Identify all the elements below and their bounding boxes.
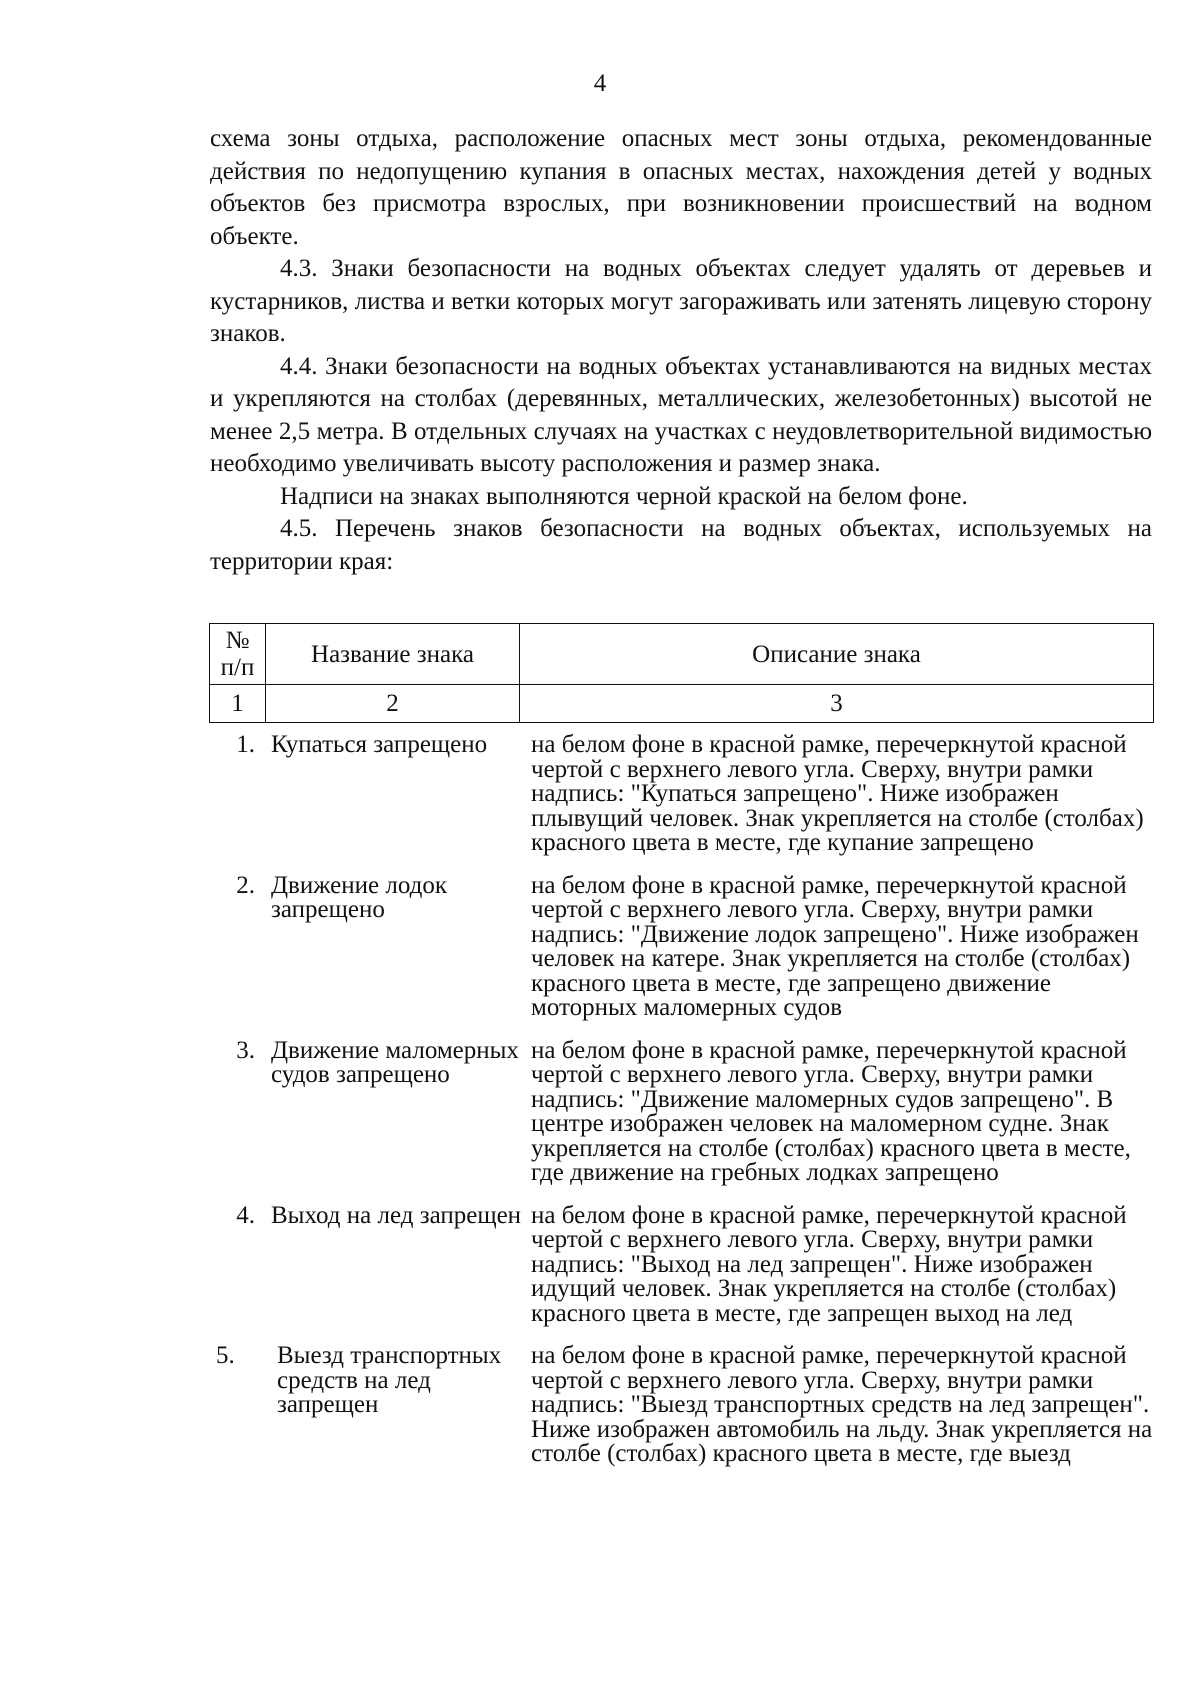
- paragraph-inscriptions: Надписи на знаках выполняются черной краской на белом фоне.: [280, 482, 968, 510]
- paragraph-4-4: 4.4. Знаки безопасности на водных объектах устанавливаются на видных местах и укрепляются на столбах (деревянных, металлических, железобетонных) высотой не менее 2,5 метра. В отдельных случаях на участках с неудовлетворительной видимостью необходимо увеличивать высоту расположения и размер знака.: [210, 352, 1152, 477]
- column-number-3: 3: [520, 685, 1154, 723]
- table-row: [209, 1036, 1153, 1186]
- header-num-symbol: №: [225, 627, 250, 654]
- column-numbers-row: [210, 685, 1154, 723]
- sign-description: на белом фоне в красной рамке, перечеркнутой красной чертой с верхнего левого угла. Сверху, внутри рамки надпись: "Движение маломерных судов запрещено". В центре изображен человек на маломерном судне. Знак укрепляется на столбе (столбах) красного цвета в месте, где движение на гребных лодках запрещено: [531, 1036, 1131, 1186]
- paragraph-intro: схема зоны отдыха, расположение опасных мест зоны отдыха, рекомендованные действия по недопущению купания в опасных местах, нахождения детей у водных объектов без присмотра взрослых, при возникновении происшествий на водном объекте.: [210, 125, 1152, 250]
- paragraph-4-5: 4.5. Перечень знаков безопасности на водных объектах, используемых на территории края:: [210, 515, 1152, 575]
- header-num: [210, 624, 266, 685]
- paragraph-4-3: 4.3. Знаки безопасности на водных объектах следует удалять от деревьев и кустарников, листва и ветки которых могут загораживать или затенять лицевую сторону знаков.: [210, 255, 1152, 347]
- sign-description: на белом фоне в красной рамке, перечеркнутой красной чертой с верхнего левого угла. Сверху, внутри рамки надпись: "Выход на лед запрещен". Ниже изображен идущий человек. Знак укрепляется на столбе (столбах) красного цвета в месте, где запрещен выход на лед: [531, 1201, 1127, 1327]
- table-row: [209, 1344, 1153, 1467]
- signs-table-header: [209, 623, 1154, 723]
- row-number: 4.: [236, 1201, 255, 1229]
- column-number-1: 1: [210, 685, 266, 723]
- row-number: 5.: [216, 1342, 235, 1369]
- sign-name: Выход на лед запрещен: [271, 1201, 522, 1229]
- sign-name: Купаться запрещено: [271, 731, 488, 758]
- table-row: [209, 871, 1153, 1021]
- sign-name: Выезд транспортных средств на лед запрещен: [277, 1342, 502, 1418]
- sign-name: Движение маломерных судов запрещено: [271, 1036, 519, 1088]
- header-num-label: п/п: [220, 654, 255, 681]
- page-number: 4: [593, 70, 607, 97]
- sign-description: на белом фоне в красной рамке, перечеркнутой красной чертой с верхнего левого угла. Сверху, внутри рамки надпись: "Купаться запрещено". Ниже изображен плывущий человек. Знак укрепляется на столбе (столбах) красного цвета в месте, где купание запрещено: [531, 731, 1144, 856]
- sign-description: на белом фоне в красной рамке, перечеркнутой красной чертой с верхнего левого угла. Сверху, внутри рамки надпись: "Движение лодок запрещено". Ниже изображен человек на катере. Знак укрепляется на столбе (столбах) красного цвета в месте, где запрещено движение моторных маломерных судов: [531, 871, 1139, 1021]
- body-text: [210, 123, 1152, 578]
- sign-name: Движение лодок запрещено: [271, 871, 448, 923]
- row-number: 1.: [236, 731, 255, 758]
- row-number: 2.: [236, 871, 255, 899]
- row-number: 3.: [236, 1036, 255, 1064]
- sign-description: на белом фоне в красной рамке, перечеркнутой красной чертой с верхнего левого угла. Сверху, внутри рамки надпись: "Выезд транспортных средств на лед запрещен". Ниже изображен автомобиль на льду. Знак укрепляется на столбе (столбах) красного цвета в месте, где выезд: [531, 1342, 1153, 1467]
- header-description: Описание знака: [520, 624, 1154, 685]
- table-header-row: [210, 624, 1154, 685]
- column-number-2: 2: [266, 685, 520, 723]
- header-name: Название знака: [266, 624, 520, 685]
- table-row: [209, 733, 1153, 856]
- signs-table-body: [209, 733, 1153, 1467]
- table-row: [209, 1201, 1153, 1327]
